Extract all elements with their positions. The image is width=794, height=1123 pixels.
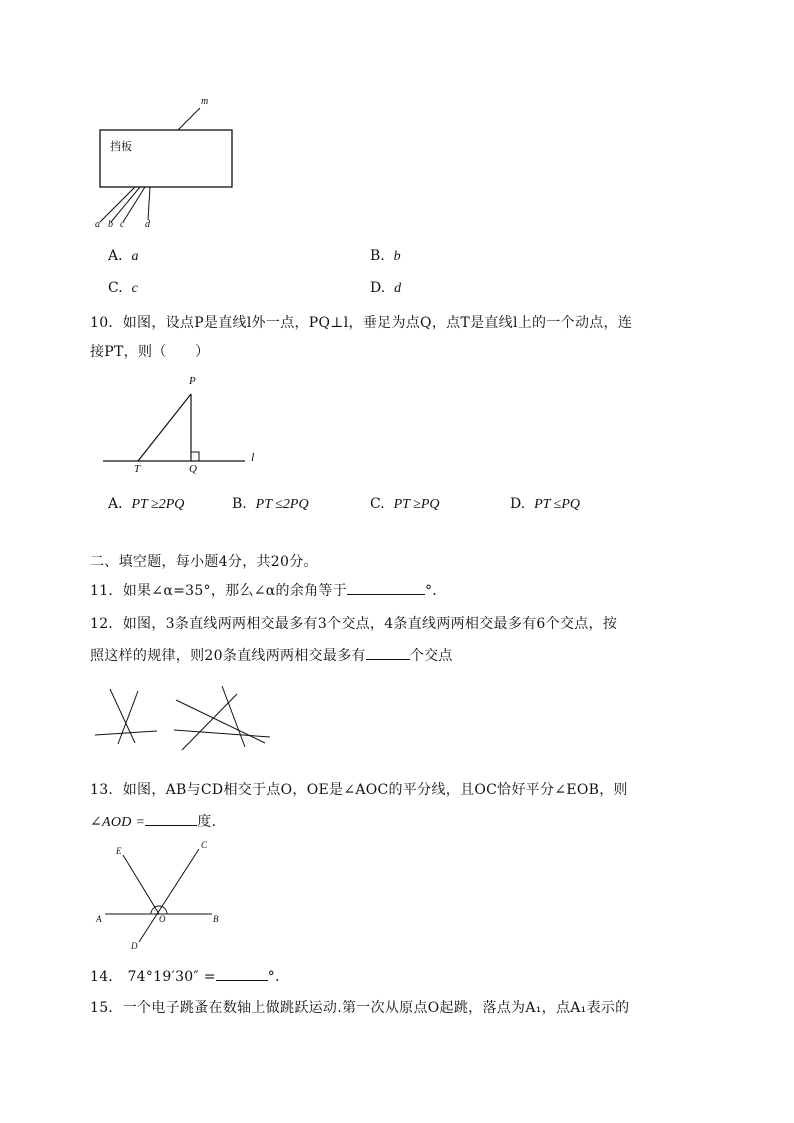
label-A: A xyxy=(96,914,102,924)
q10-option-c: C. PT ≥PQ xyxy=(370,496,440,512)
label-a: a xyxy=(95,219,100,230)
angle-arc xyxy=(151,906,167,914)
q10-line-2: 接PT，则（ ） xyxy=(90,344,210,360)
label-O: O xyxy=(159,914,166,924)
label-b: b xyxy=(108,219,113,230)
q10-option-d: D. PT ≤PQ xyxy=(510,496,581,512)
q13-line-2: ∠AOD = 度． xyxy=(90,811,226,831)
q10-option-a: A. PT ≥2PQ xyxy=(108,496,185,512)
q14: 14． 74°19′30″ = °． xyxy=(90,966,289,986)
label-E: E xyxy=(116,846,122,856)
q9-option-b: B. b xyxy=(370,248,401,264)
q9-option-d: D. d xyxy=(370,280,402,296)
q9-option-c: C. c xyxy=(108,280,138,296)
label-c: c xyxy=(120,219,125,230)
ray-OE xyxy=(123,855,159,914)
label-Q: Q xyxy=(189,463,197,475)
label-l: l xyxy=(251,450,255,464)
label-d: d xyxy=(145,219,150,230)
q14-answer-blank[interactable] xyxy=(216,966,268,981)
q11: 11．如果∠α=35°，那么∠α的余角等于 °． xyxy=(90,580,447,600)
label-B: B xyxy=(213,914,219,924)
label-T: T xyxy=(134,463,141,475)
section-2-heading: 二、填空题，每小题4分，共20分。 xyxy=(90,554,318,570)
label-m: m xyxy=(201,96,209,107)
baffle-label: 挡板 xyxy=(110,140,132,153)
q10-line-1: 10．如图，设点P是直线l外一点，PQ⊥l，垂足为点Q，点T是直线l上的一个动点，连 xyxy=(90,315,633,331)
q12-line-1: 12．如图，3条直线两两相交最多有3个交点，4条直线两两相交最多有6个交点，按 xyxy=(90,616,618,632)
label-C: C xyxy=(201,840,208,850)
q15-line-1: 15．一个电子跳蚤在数轴上做跳跃运动.第一次从原点O起跳，落点为A₁，点A₁表示的 xyxy=(90,1000,630,1016)
q10-option-b: B. PT ≤2PQ xyxy=(232,496,309,512)
q12-line-2: 照这样的规律，则20条直线两两相交最多有 个交点 xyxy=(90,645,453,665)
label-P: P xyxy=(189,375,196,387)
label-D: D xyxy=(131,941,138,951)
q9-option-a: A. a xyxy=(108,248,139,264)
q13-line-1: 13．如图，AB与CD相交于点O，OE是∠AOC的平分线，且OC恰好平分∠EOB，则 xyxy=(90,782,628,798)
